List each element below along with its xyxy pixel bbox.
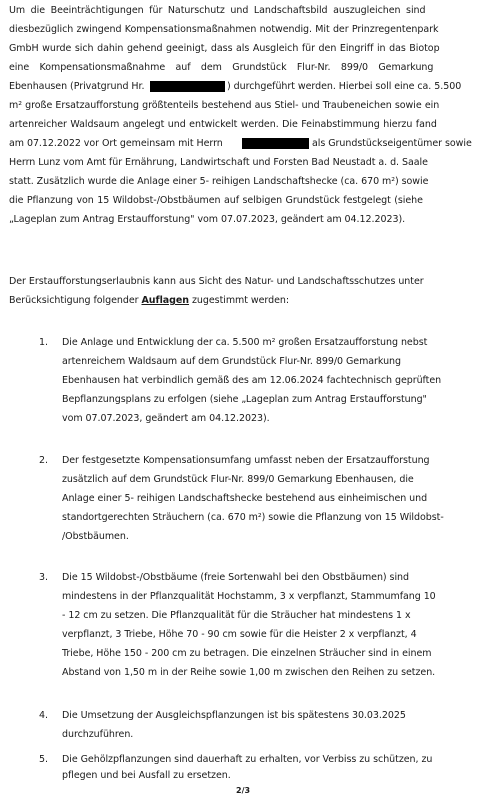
intro-line: statt. Zusätzlich wurde die Anlage einer 5- reihigen Landschaftshecke (ca. 670 m²) sowie xyxy=(9,176,429,187)
condition-line: Die 15 Wildobst-/Obstbäume (freie Sortenwahl bei den Obstbäumen) sind xyxy=(62,572,409,583)
condition-number: 5. xyxy=(39,754,49,765)
intro-line: Um die Beeinträchtigungen für Naturschutz und Landschaftsbild auszugleichen sind xyxy=(9,5,426,16)
condition-line: Triebe, Höhe 150 - 200 cm zu betragen. Die einzelnen Sträucher sind in einem xyxy=(62,648,432,659)
intro-line: m² große Ersatzaufforstung größtenteils bestehend aus Stiel- und Traubeneichen sowie ein xyxy=(9,100,440,111)
intro-line: artenreicher Waldsaum angelegt und entwickelt werden. Die Feinabstimmung hierzu fand xyxy=(9,119,437,130)
condition-line: - 12 cm zu setzen. Die Pflanzqualität für die Sträucher hat mindestens 1 x xyxy=(62,610,411,621)
condition-line: Abstand von 1,50 m in der Reihe sowie 1,00 m zwischen den Reihen zu setzen. xyxy=(62,667,436,678)
intro-line: Herrn Lunz vom Amt für Ernährung, Landwirtschaft und Forsten Bad Neustadt a. d. Saale xyxy=(9,157,428,168)
consent-line xyxy=(9,295,289,307)
condition-line: Die Anlage und Entwicklung der ca. 5.500 m² großen Ersatzaufforstung nebst xyxy=(62,337,428,348)
condition-line: Bepflanzungsplans zu erfolgen (siehe „Lageplan zum Antrag Erstaufforstung" xyxy=(62,394,427,405)
auflagen-heading: Auflagen xyxy=(141,295,190,306)
condition-line: vom 07.07.2023, geändert am 04.12.2023). xyxy=(62,413,270,424)
condition-line: Die Umsetzung der Ausgleichspflanzungen ist bis spätestens 30.03.2025 xyxy=(62,710,406,721)
condition-line: Anlage einer 5- reihigen Landschaftshecke bestehend aus einheimischen und xyxy=(62,493,428,504)
condition-line: Ebenhausen hat verbindlich gemäß des am 12.06.2024 fachtechnisch geprüften xyxy=(62,375,442,386)
condition-line: zusätzlich auf dem Grundstück Flur-Nr. 899/0 Gemarkung Ebenhausen, die xyxy=(62,474,414,485)
consent-text: Berücksichtigung folgender xyxy=(9,295,142,306)
intro-line: Ebenhausen (Privatgrund Hr. xyxy=(9,81,145,92)
condition-line: /Obstbäumen. xyxy=(62,531,129,542)
intro-line: am 07.12.2022 vor Ort gemeinsam mit Herrn xyxy=(9,138,223,149)
intro-line: die Pflanzung von 15 Wildobst-/Obstbäumen auf selbigen Grundstück festgelegt (siehe xyxy=(9,195,423,206)
consent-text: zugestimmt werden: xyxy=(189,295,289,306)
intro-line: GmbH wurde sich dahin gehend geeinigt, dass als Ausgleich für den Eingriff in das Biotop xyxy=(9,43,440,54)
condition-line: mindestens in der Pflanzqualität Hochstamm, 3 x verpflanzt, Stammumfang 10 xyxy=(62,591,436,602)
condition-number: 2. xyxy=(39,455,49,466)
condition-line: Die Gehölzpflanzungen sind dauerhaft zu erhalten, vor Verbiss zu schützen, zu xyxy=(62,754,433,765)
intro-line: ) durchgeführt werden. Hierbei soll eine ca. 5.500 xyxy=(227,81,462,92)
condition-number: 4. xyxy=(39,710,49,721)
redaction-bar xyxy=(150,81,225,92)
intro-line: „Lageplan zum Antrag Erstaufforstung" vom 07.07.2023, geändert am 04.12.2023). xyxy=(9,214,406,225)
intro-line: eine Kompensationsmaßnahme auf dem Grundstück Flur-Nr. 899/0 Gemarkung xyxy=(9,62,434,73)
redaction-bar xyxy=(242,138,309,149)
condition-line: artenreichem Waldsaum auf dem Grundstück Flur-Nr. 899/0 Gemarkung xyxy=(62,356,401,367)
condition-line: verpflanzt, 3 Triebe, Höhe 70 - 90 cm sowie für die Heister 2 x verpflanzt, 4 xyxy=(62,629,417,640)
consent-line: Der Erstaufforstungserlaubnis kann aus Sicht des Natur- und Landschaftsschutzes unter xyxy=(9,276,424,287)
page-number: 2/3 xyxy=(236,786,251,795)
intro-line: als Grundstückseigentümer sowie xyxy=(312,138,472,149)
condition-line: Der festgesetzte Kompensationsumfang umfasst neben der Ersatzaufforstung xyxy=(62,455,430,466)
condition-number: 3. xyxy=(39,572,49,583)
condition-line: durchzuführen. xyxy=(62,729,134,740)
condition-number: 1. xyxy=(39,337,49,348)
intro-line: diesbezüglich zwingend Kompensationsmaßnahmen notwendig. Mit der Prinzregentenpark xyxy=(9,24,439,35)
condition-line: standortgerechten Sträuchern (ca. 670 m²) sowie die Pflanzung von 15 Wildobst- xyxy=(62,512,444,523)
condition-line: pflegen und bei Ausfall zu ersetzen. xyxy=(62,770,231,781)
